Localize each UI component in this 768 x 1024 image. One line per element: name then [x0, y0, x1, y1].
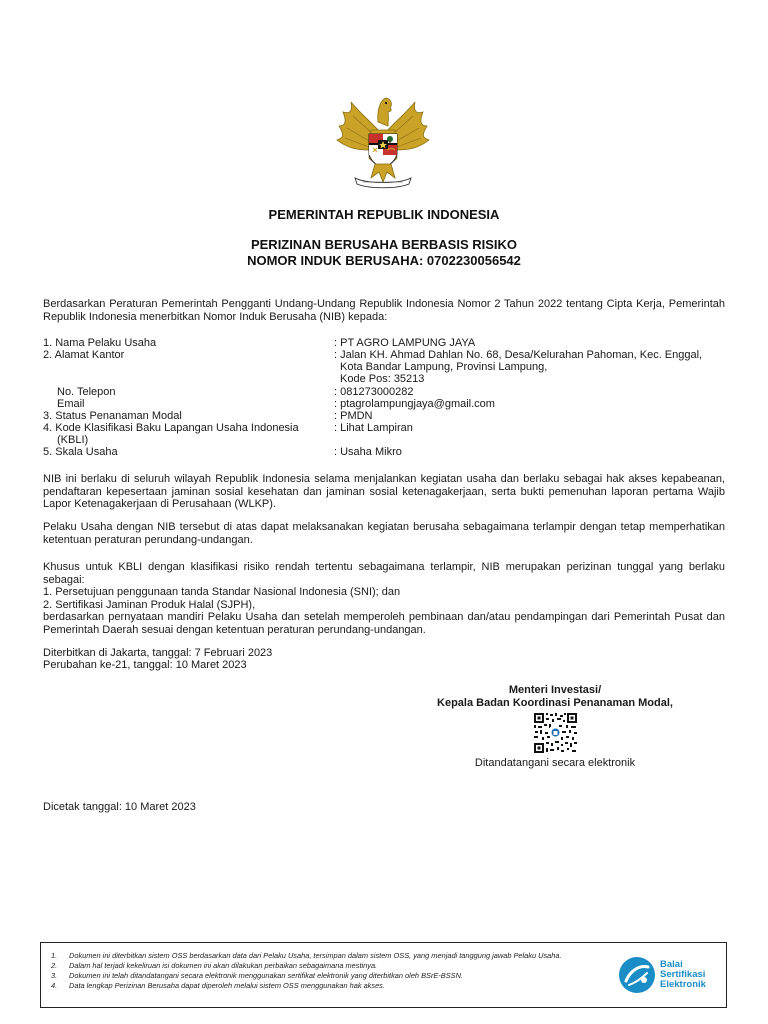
footer-note-text: Dalam hal terjadi kekeliruan isi dokumen ini akan dilakukan perbaikan sebagaimana mestinya. [69, 961, 378, 970]
field-row-email [43, 398, 733, 410]
intro-paragraph: Berdasarkan Peraturan Pemerintah Pengganti Undang-Undang Republik Indonesia Nomor 2 Tahun 2022 tentang Cipta Kerja, Pemerintah Republik Indonesia menerbitkan Nomor Induk Berusaha (NIB) kepada: [43, 298, 725, 323]
signer-title-line1: Menteri Investasi/ [508, 684, 602, 696]
kbli-list-item: 1. Persetujuan penggunaan tanda Standar Nasional Indonesia (SNI); dan [43, 586, 401, 598]
field-value: : ptagrolampungjaya@gmail.com [334, 398, 495, 410]
field-value: : Lihat Lampiran [334, 422, 413, 434]
field-row-address-cont [43, 361, 733, 373]
electronic-signature-note: Ditandatangani secara elektronik [474, 757, 636, 769]
business-details [43, 337, 733, 458]
signer-title-line2: Kepala Badan Koordinasi Penanaman Modal, [437, 697, 673, 709]
document-title: PERIZINAN BERUSAHA BERBASIS RISIKO [250, 237, 518, 252]
field-label: 3. Status Penanaman Modal [43, 410, 182, 422]
issued-date: Diterbitkan di Jakarta, tanggal: 7 Februari 2023 [43, 647, 273, 659]
footer-note [51, 981, 616, 991]
field-label: (KBLI) [57, 434, 89, 446]
footer-notes-box [40, 942, 727, 1008]
field-value: Kota Bandar Lampung, Provinsi Lampung, [340, 361, 548, 373]
footer-note-number: 1. [51, 951, 58, 960]
amended-date: Perubahan ke-21, tanggal: 10 Maret 2023 [43, 659, 247, 671]
kbli-paragraph [43, 561, 725, 636]
nib-number-heading: NOMOR INDUK BERUSAHA: 0702230056542 [247, 253, 521, 268]
field-label: 5. Skala Usaha [43, 446, 118, 458]
field-label: 2. Alamat Kantor [43, 349, 125, 361]
government-heading: PEMERINTAH REPUBLIK INDONESIA [268, 207, 500, 222]
field-label: 1. Nama Pelaku Usaha [43, 337, 157, 349]
footer-note [51, 971, 616, 981]
signer-title [380, 684, 730, 710]
field-row-kbli [43, 422, 733, 434]
bsre-line: Balai [660, 959, 683, 970]
footer-note-text: Data lengkap Perizinan Berusaha dapat diperoleh melalui sistem OSS menggunakan hak akses. [69, 981, 385, 990]
footer-note-text: Dokumen ini diterbitkan sistem OSS berdasarkan data dari Pelaku Usaha, tersimpan dalam sistem OSS, yang menjadi tanggung jawab Pelaku Usaha. [69, 951, 562, 960]
issue-dates [43, 647, 272, 671]
field-row-address-cont [43, 373, 733, 385]
qr-code-icon [533, 712, 578, 754]
footer-note-number: 2. [51, 961, 58, 970]
kbli-list-item: 2. Sertifikasi Jaminan Produk Halal (SJPH), [43, 598, 256, 611]
footer-note [51, 951, 616, 961]
field-label: 4. Kode Klasifikasi Baku Lapangan Usaha Indonesia [43, 422, 299, 434]
bsre-line: Elektronik [660, 979, 706, 990]
activity-paragraph: Pelaku Usaha dengan NIB tersebut di atas dapat melaksanakan kegiatan berusaha sebagaimana terlampir dengan tetap memperhatikan ketentuan peraturan perundang-undangan. [43, 521, 725, 546]
field-row-phone [43, 386, 733, 398]
validity-paragraph: NIB ini berlaku di seluruh wilayah Republik Indonesia selama menjalankan kegiatan usaha dan berlaku sebagai hak akses kepabeanan, pendaftaran kepesertaan jaminan sosial kesehatan dan jaminan sosial ketenagakerjaan, serta bukti pemenuhan laporan pertama Wajib Lapor Ketenagakerjaan di Perusahaan (WLKP). [43, 473, 725, 510]
field-value: : PT AGRO LAMPUNG JAYA [334, 337, 476, 349]
bsre-wordmark [660, 960, 706, 990]
field-label: Email [57, 398, 85, 410]
field-value: : Usaha Mikro [334, 446, 402, 458]
footer-notes [51, 951, 616, 991]
footer-note-text: Dokumen ini telah ditandatangani secara elektronik menggunakan sertifikat elektronik yang diterbitkan oleh BSrE-BSSN. [69, 971, 463, 980]
field-value: Kode Pos: 35213 [340, 373, 425, 385]
kbli-paragraph-intro: Khusus untuk KBLI dengan klasifikasi risiko rendah tertentu sebagaimana terlampir, NIB merupakan perizinan tunggal yang berlaku sebagai: [43, 561, 725, 586]
garuda-emblem-icon [333, 92, 433, 190]
footer-note-number: 3. [51, 971, 58, 980]
field-value: : 081273000282 [334, 386, 414, 398]
kbli-paragraph-outro: berdasarkan pernyataan mandiri Pelaku Usaha dan setelah memperoleh pembinaan dan/atau pendampingan dari Pemerintah Pusat dan Pemerintah Daerah sesuai dengan ketentuan peraturan perundang-undangan. [43, 611, 725, 636]
field-row-scale [43, 446, 733, 458]
field-label: No. Telepon [57, 386, 116, 398]
bsre-logo [617, 953, 725, 997]
printed-date: Dicetak tanggal: 10 Maret 2023 [43, 801, 196, 813]
field-value: : Jalan KH. Ahmad Dahlan No. 68, Desa/Kelurahan Pahoman, Kec. Enggal, [334, 349, 703, 361]
bsre-line: Sertifikasi [660, 969, 706, 980]
field-row-status [43, 410, 733, 422]
footer-note-number: 4. [51, 981, 58, 990]
bsre-logo-icon [617, 955, 657, 995]
field-row-address [43, 349, 733, 361]
field-value: : PMDN [334, 410, 373, 422]
field-row-kbli-cont [43, 434, 733, 446]
footer-note [51, 961, 616, 971]
field-row-name [43, 337, 733, 349]
